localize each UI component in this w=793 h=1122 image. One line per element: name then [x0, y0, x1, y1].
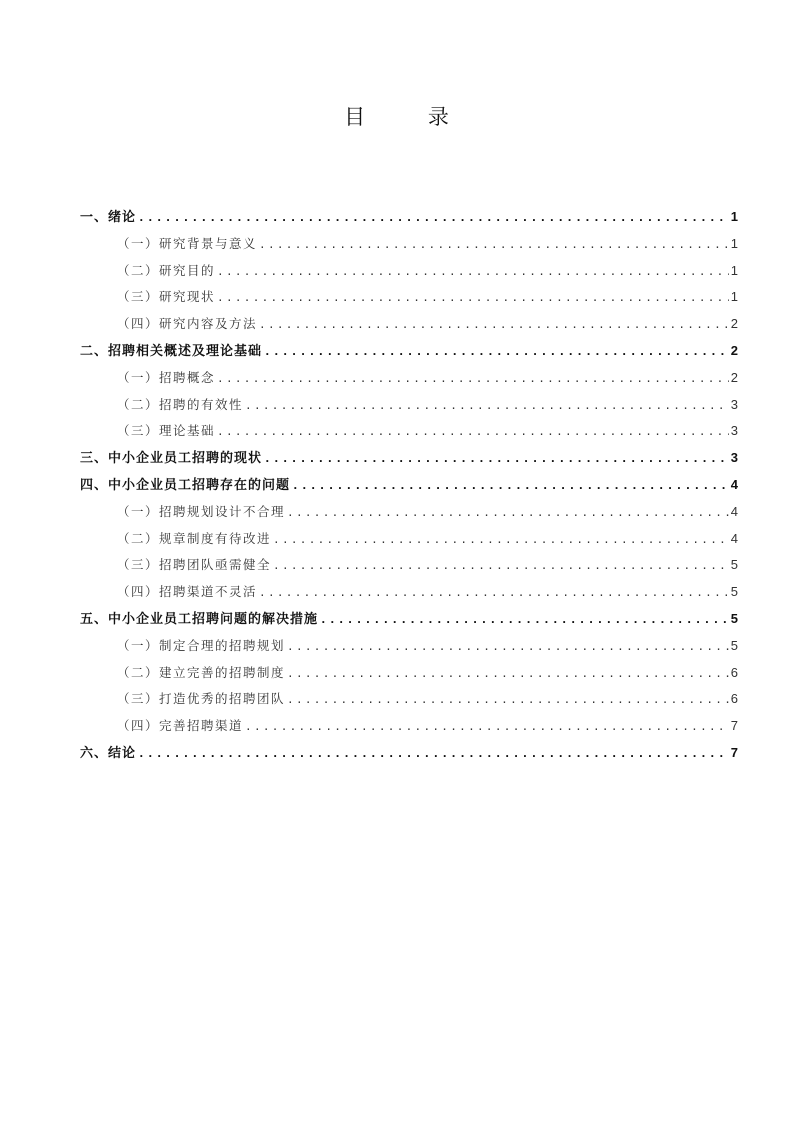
toc-section-entry[interactable]: [80, 258, 738, 285]
toc-section-entry[interactable]: [80, 686, 738, 713]
toc-entry-label: 五、中小企业员工招聘问题的解决措施: [80, 611, 319, 627]
toc-dot-leader: [287, 634, 729, 661]
toc-entry-label: （一）招聘规划设计不合理: [117, 503, 286, 519]
toc-page-number: 2: [730, 369, 738, 385]
toc-section-entry[interactable]: [80, 311, 738, 338]
toc-entry-label: （二）规章制度有待改进: [117, 530, 272, 546]
toc-page-number: 4: [730, 503, 738, 519]
toc-entry-label: （三）招聘团队亟需健全: [117, 557, 272, 573]
toc-entry-label: 三、中小企业员工招聘的现状: [80, 451, 263, 467]
toc-dot-leader: [259, 580, 729, 607]
toc-section-entry[interactable]: [80, 499, 738, 526]
toc-page-number: 6: [730, 691, 738, 707]
toc-page-number: 5: [730, 557, 738, 573]
toc-section-entry[interactable]: [80, 579, 738, 606]
toc-dot-leader: [245, 714, 729, 741]
toc-section-entry[interactable]: [80, 365, 738, 392]
toc-section-entry[interactable]: [80, 633, 738, 660]
toc-page-number: 1: [730, 209, 738, 224]
toc-section-entry[interactable]: [80, 552, 738, 579]
toc-entry-label: （四）完善招聘渠道: [117, 718, 244, 734]
toc-section-entry[interactable]: [80, 418, 738, 445]
toc-chapter-entry[interactable]: [80, 472, 738, 499]
toc-dot-leader: [217, 285, 729, 312]
toc-entry-label: （四）研究内容及方法: [117, 316, 258, 332]
toc-page-number: 5: [730, 610, 738, 626]
toc-page-number: 1: [730, 262, 738, 278]
toc-section-entry[interactable]: [80, 392, 738, 419]
toc-entry-label: （三）打造优秀的招聘团队: [117, 691, 286, 707]
toc-entry-label: 四、中小企业员工招聘存在的问题: [80, 477, 291, 493]
toc-chapter-entry[interactable]: [80, 445, 738, 472]
toc-chapter-entry[interactable]: [80, 606, 738, 633]
toc-page-number: 1: [730, 289, 738, 305]
toc-page-number: 4: [730, 530, 738, 546]
toc-page-number: 3: [730, 450, 738, 466]
toc-page-number: 5: [730, 584, 738, 600]
toc-entry-label: 一、绪论: [80, 210, 137, 225]
toc-section-entry[interactable]: [80, 660, 738, 687]
toc-entry-label: （四）招聘渠道不灵活: [117, 584, 258, 600]
toc-dot-leader: [245, 393, 729, 420]
toc-entry-label: （一）招聘概念: [117, 369, 216, 385]
toc-dot-leader: [273, 553, 729, 580]
toc-entry-label: 六、结论: [80, 745, 137, 761]
page-title: 目 录: [344, 105, 477, 129]
toc-dot-leader: [138, 741, 729, 768]
toc-section-entry[interactable]: [80, 231, 738, 258]
toc-dot-leader: [292, 473, 729, 500]
toc-dot-leader: [217, 419, 729, 446]
toc-dot-leader: [287, 687, 729, 714]
toc-entry-label: （二）招聘的有效性: [117, 396, 244, 412]
toc-entry-label: （三）理论基础: [117, 423, 216, 439]
toc-chapter-entry[interactable]: [80, 204, 738, 231]
toc-entry-label: （一）研究背景与意义: [117, 235, 258, 251]
toc-section-entry[interactable]: [80, 526, 738, 553]
toc-dot-leader: [264, 339, 729, 366]
toc-page-number: 5: [730, 637, 738, 653]
toc-page-number: 2: [730, 342, 738, 358]
toc-dot-leader: [264, 446, 729, 473]
toc-entry-label: （二）建立完善的招聘制度: [117, 664, 286, 680]
toc-dot-leader: [320, 607, 729, 634]
toc-entry-label: 二、招聘相关概述及理论基础: [80, 343, 263, 359]
toc-page-number: 7: [730, 744, 738, 760]
toc-dot-leader: [217, 366, 729, 393]
toc-page-number: 4: [730, 476, 738, 492]
toc-page-number: 2: [730, 316, 738, 332]
toc-dot-leader: [259, 232, 729, 259]
toc-page-number: 1: [730, 235, 738, 251]
toc-chapter-entry[interactable]: [80, 338, 738, 365]
toc-chapter-entry[interactable]: [80, 740, 738, 767]
toc-section-entry[interactable]: [80, 713, 738, 740]
toc-entry-label: （一）制定合理的招聘规划: [117, 637, 286, 653]
toc-page-number: 6: [730, 664, 738, 680]
toc-entry-label: （三）研究现状: [117, 289, 216, 305]
toc-dot-leader: [273, 527, 729, 554]
toc-page-number: 3: [730, 423, 738, 439]
toc-page-number: 3: [730, 396, 738, 412]
toc-dot-leader: [138, 205, 729, 232]
toc-dot-leader: [287, 500, 729, 527]
toc-section-entry[interactable]: [80, 284, 738, 311]
toc-dot-leader: [217, 259, 729, 286]
toc-page-number: 7: [730, 718, 738, 734]
toc-dot-leader: [287, 661, 729, 688]
toc-dot-leader: [259, 312, 729, 339]
table-of-contents: [80, 204, 738, 767]
toc-entry-label: （二）研究目的: [117, 262, 216, 278]
